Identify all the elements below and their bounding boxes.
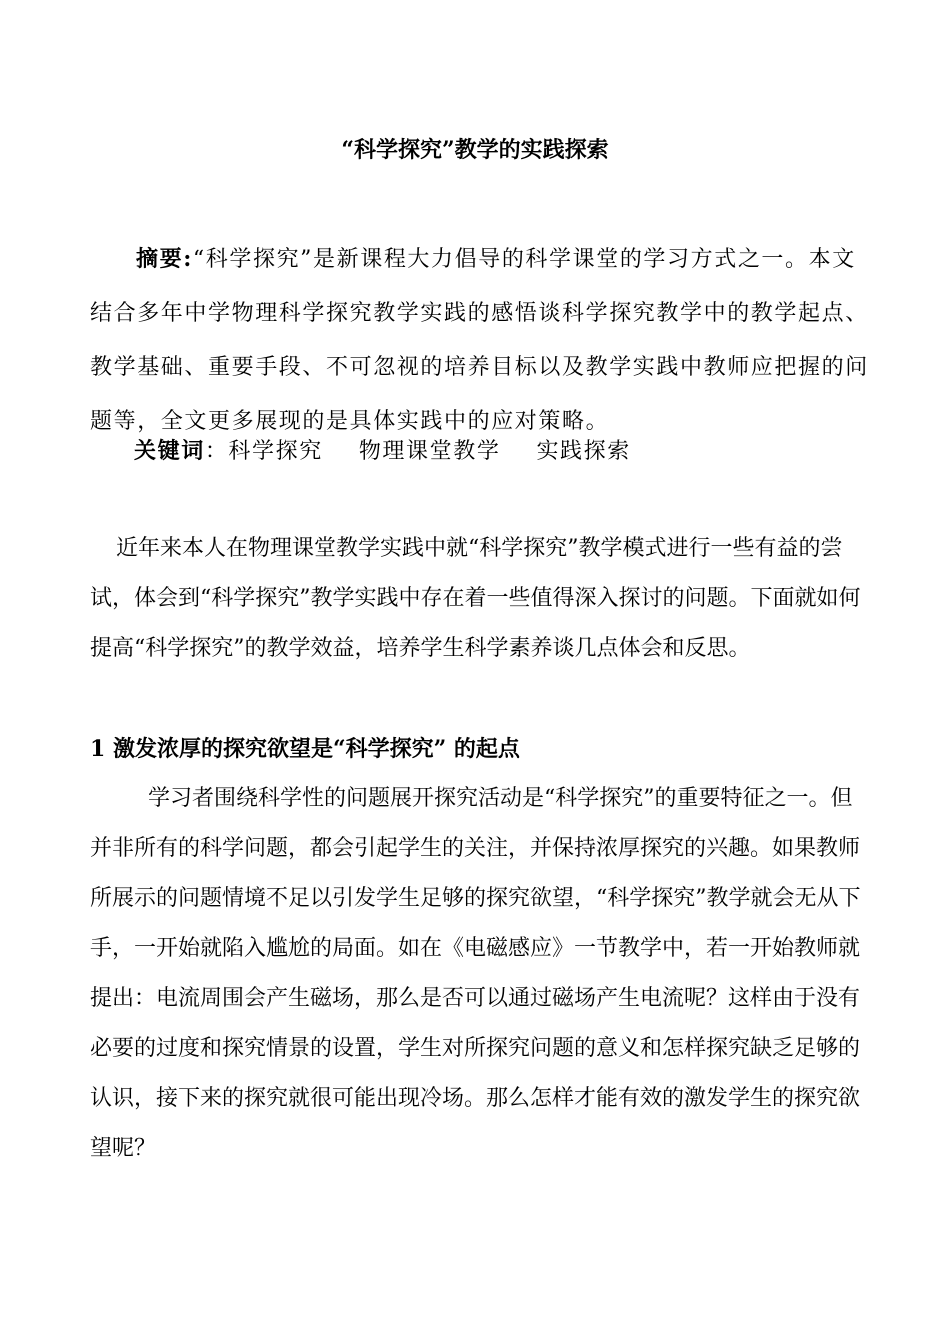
keyword-2: 物理课堂教学 bbox=[358, 439, 501, 464]
keywords-label: 关键词 bbox=[134, 438, 205, 464]
keywords-separator: ： bbox=[204, 439, 229, 464]
document-title: “科学探究”教学的实践探索 bbox=[341, 137, 609, 163]
keyword-3: 实践探索 bbox=[536, 439, 631, 464]
keywords bbox=[134, 424, 667, 479]
intro-paragraph: 近年来本人在物理课堂教学实践中就“科学探究”教学模式进行一些有益的尝试，体会到“科学探究”教学实践中存在着一些值得深入探讨的问题。下面就如何提高“科学探究”的教学效益，培养学生科学素养谈几点体会和反思。 bbox=[90, 536, 861, 661]
section-1-paragraph: 学习者围绕科学性的问题展开探究活动是“科学探究”的重要特征之一。但并非所有的科学问题，都会引起学生的关注，并保持浓厚探究的兴趣。如果教师所展示的问题情境不足以引发学生足够的探究欲望，“科学探究”教学就会无从下手，一开始就陷入尴尬的局面。如在《电磁感应》一节教学中，若一开始教师就提出：电流周围会产生磁场，那么是否可以通过磁场产生电流呢？这样由于没有必要的过度和探究情景的设置，学生对所探究问题的意义和怎样探究缺乏足够的认识，接下来的探究就很可能出现冷场。那么怎样才能有效的激发学生的探究欲望呢？ bbox=[90, 786, 861, 1161]
keyword-1: 科学探究 bbox=[228, 439, 323, 464]
abstract-label: 摘要: bbox=[136, 246, 193, 272]
section-1-heading: 1 激发浓厚的探究欲望是“科学探究” 的起点 bbox=[90, 736, 520, 762]
abstract bbox=[90, 232, 870, 449]
abstract-text: “科学探究”是新课程大力倡导的科学课堂的学习方式之一。本文结合多年中学物理科学探究教学实践的感悟谈科学探究教学中的教学起点、教学基础、重要手段、不可忽视的培养目标以及教学实践中教师应把握的问题等，全文更多展现的是具体实践中的应对策略。 bbox=[90, 247, 869, 434]
